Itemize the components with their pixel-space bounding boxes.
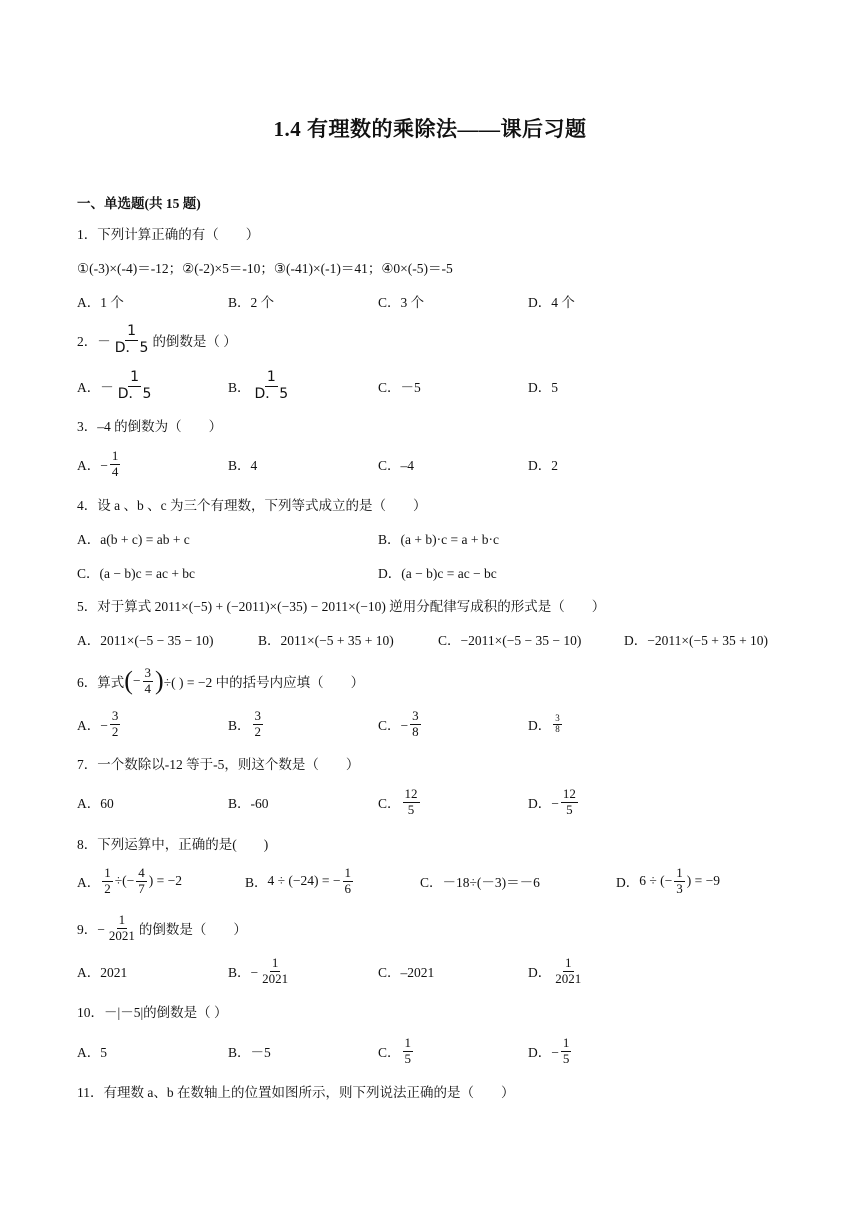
q2-option-d: D．5 xyxy=(528,380,558,395)
q10-option-a: A．5 xyxy=(77,1045,107,1060)
q3-option-b: B．4 xyxy=(228,458,258,473)
q7-option-c: C． $\frac{12}{5}$ xyxy=(378,786,418,817)
q8-option-c: C．－18÷(－3)＝－6 xyxy=(420,875,540,890)
q5-option-a: A．2011×(−5 − 35 − 10) xyxy=(77,633,214,648)
q6-option-d: D． $\frac{3}{8}$ xyxy=(528,712,560,734)
q7-option-b: B．-60 xyxy=(228,796,269,811)
q8-option-b: B． 4 ÷ (−24) = − $\frac{1}{6}$ xyxy=(245,865,352,896)
question-10-stem: 10．－|－5|的倒数是（ ） xyxy=(77,1005,228,1020)
q8-option-d: D． 6 ÷ (− $\frac{1}{3}$ ) = −9 xyxy=(616,865,721,896)
q9-option-a: A．2021 xyxy=(77,965,128,980)
question-2-stem: 2． － $\frac{1}{D.5}$ 的倒数是（ ） xyxy=(77,323,237,356)
q4-option-d: D．(a − b)c = ac − bc xyxy=(378,566,497,581)
q5-option-d: D．−2011×(−5 + 35 + 10) xyxy=(624,633,769,648)
q9-option-c: C．–2021 xyxy=(378,965,435,980)
q3-option-a: A．− $\frac{1}{4}$ xyxy=(77,448,119,479)
q5-option-c: C．−2011×(−5 − 35 − 10) xyxy=(438,633,582,648)
q1-option-a: A．1 个 xyxy=(77,295,124,310)
q8-option-a: A． $\frac{1}{2}$ ÷(− $\frac{4}{7}$ ) = −2 xyxy=(77,865,183,896)
q1-option-b: B．2 个 xyxy=(228,295,275,310)
q3-option-c: C．–4 xyxy=(378,458,415,473)
q4-option-a: A．a(b + c) = ab + c xyxy=(77,532,190,547)
question-11-stem: 11．有理数 a、b 在数轴上的位置如图所示，则下列说法正确的是（ ） xyxy=(77,1085,515,1100)
q1-option-d: D．4 个 xyxy=(528,295,575,310)
question-7-stem: 7．一个数除以-12 等于-5，则这个数是（ ） xyxy=(77,757,360,772)
section-heading: 一、单选题(共 15 题) xyxy=(77,196,201,211)
q1-option-c: C．3 个 xyxy=(378,295,425,310)
q6-option-c: C．− $\frac{3}{8}$ xyxy=(378,708,419,739)
question-1-items: ①(-3)×(-4)＝-12；②(-2)×5＝-10；③(-41)×(-1)＝41；④0×(-5)＝-5 xyxy=(77,261,453,276)
question-1-stem: 1．下列计算正确的有（ ） xyxy=(77,227,260,242)
question-8-stem: 8．下列运算中，正确的是( ) xyxy=(77,837,269,852)
q2-option-a: A． － $\frac{1}{D.5}$ xyxy=(77,369,152,402)
q6-option-b: B． $\frac{3}{2}$ xyxy=(228,708,262,739)
q4-option-c: C．(a − b)c = ac + bc xyxy=(77,566,196,581)
page-title: 1.4 有理数的乘除法——课后习题 xyxy=(273,117,587,141)
q7-option-d: D．− $\frac{12}{5}$ xyxy=(528,786,576,817)
q4-option-b: B．(a + b)·c = a + b·c xyxy=(378,532,500,547)
question-9-stem: 9．− $\frac{1}{2021}$ 的倒数是（ ） xyxy=(77,912,247,943)
q10-option-c: C． $\frac{1}{5}$ xyxy=(378,1035,412,1066)
q10-option-b: B．－5 xyxy=(228,1045,271,1060)
question-5-stem: 5．对于算式 2011×(−5) + (−2011)×(−35) − 2011×(−10) 逆用分配律写成积的形式是（ ） xyxy=(77,599,606,614)
q9-option-d: D． $\frac{1}{2021}$ xyxy=(528,955,582,986)
question-4-stem: 4．设 a 、b 、c 为三个有理数，下列等式成立的是（ ） xyxy=(77,498,427,513)
q5-option-b: B．2011×(−5 + 35 + 10) xyxy=(258,633,394,648)
question-3-stem: 3．–4 的倒数为（ ） xyxy=(77,419,223,434)
q7-option-a: A．60 xyxy=(77,796,114,811)
q2-option-b: B． $\frac{1}{D.5}$ xyxy=(228,369,289,402)
question-6-stem: 6．算式 ( − $\frac{3}{4}$ ) ÷( ) = −2 中的括号内应填（ ） xyxy=(77,665,365,696)
q2-option-c: C．－5 xyxy=(378,380,421,395)
q10-option-d: D．− $\frac{1}{5}$ xyxy=(528,1035,570,1066)
q9-option-b: B．− $\frac{1}{2021}$ xyxy=(228,955,289,986)
q6-option-a: A．− $\frac{3}{2}$ xyxy=(77,708,119,739)
q3-option-d: D．2 xyxy=(528,458,558,473)
